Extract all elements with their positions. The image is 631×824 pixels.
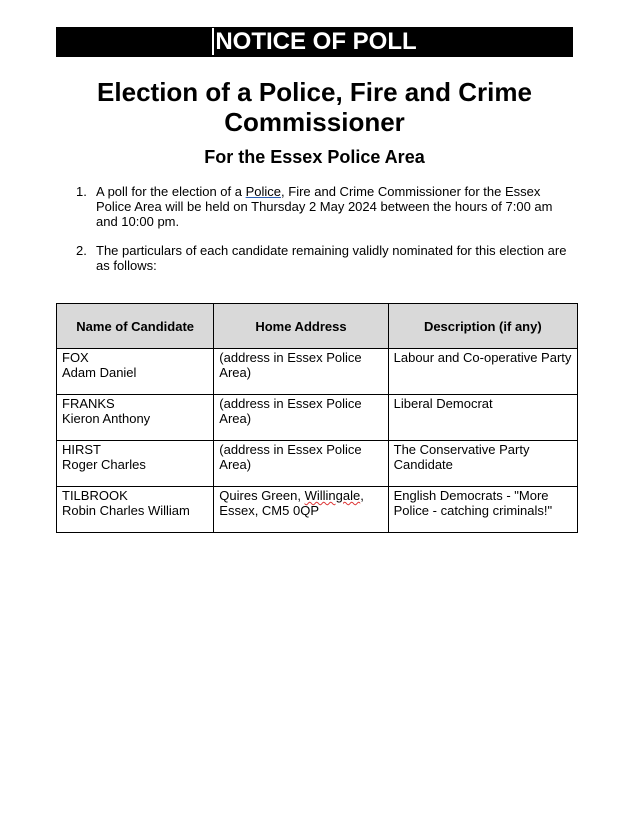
address-line: Essex, CM5 0QP bbox=[219, 503, 319, 518]
address-line: (address in Essex Police bbox=[219, 442, 362, 457]
candidate-address-cell bbox=[214, 441, 388, 487]
candidate-description: Labour and Co-operative Party bbox=[388, 349, 577, 395]
address-line: Area) bbox=[219, 365, 252, 380]
candidate-name-cell bbox=[57, 441, 214, 487]
candidate-address-cell bbox=[214, 487, 388, 533]
header-address: Home Address bbox=[214, 304, 388, 349]
paragraph-underlined-word: Police bbox=[245, 184, 282, 199]
address-line bbox=[219, 488, 382, 503]
paragraph-text: A poll for the election of a bbox=[96, 184, 246, 199]
candidates-table bbox=[56, 303, 578, 533]
candidate-forenames: Adam Daniel bbox=[62, 365, 137, 380]
notice-banner bbox=[56, 27, 573, 57]
address-line: Area) bbox=[219, 457, 252, 472]
candidate-forenames: Robin Charles William bbox=[62, 503, 190, 518]
candidate-name-cell bbox=[57, 395, 214, 441]
table-row bbox=[57, 395, 578, 441]
candidate-address-cell bbox=[214, 395, 388, 441]
address-text: Quires Green, bbox=[219, 488, 305, 503]
table-header-row bbox=[57, 304, 578, 349]
paragraph-text: The particulars of each candidate remaining validly nominated for this election are as follows: bbox=[96, 243, 567, 273]
paragraph-number: 2. bbox=[76, 243, 87, 258]
address-line: Area) bbox=[219, 411, 252, 426]
address-line: (address in Essex Police bbox=[219, 396, 362, 411]
election-subtitle: For the Essex Police Area bbox=[204, 147, 425, 167]
banner-title: NOTICE OF POLL bbox=[212, 28, 416, 55]
spellcheck-underlined-word: Willingale bbox=[304, 488, 361, 503]
candidate-description: English Democrats - "More Police - catching criminals!" bbox=[388, 487, 577, 533]
candidate-forenames: Kieron Anthony bbox=[62, 411, 151, 426]
address-line: (address in Essex Police bbox=[219, 350, 362, 365]
candidate-surname: TILBROOK bbox=[62, 488, 128, 503]
paragraph-text: , Fire and Crime Commissioner for the Essex Police Area will be held on Thursday 2 May 2024 between the hours of 7:00 am and 10:00 pm. bbox=[96, 184, 553, 229]
table-row bbox=[57, 441, 578, 487]
paragraph-number: 1. bbox=[76, 184, 87, 199]
candidate-name-cell bbox=[57, 487, 214, 533]
election-title: Election of a Police, Fire and Crime Commissioner bbox=[97, 77, 532, 137]
header-description: Description (if any) bbox=[388, 304, 577, 349]
candidate-surname: FRANKS bbox=[62, 396, 115, 411]
candidate-address-cell bbox=[214, 349, 388, 395]
notice-paragraphs bbox=[56, 184, 576, 287]
candidate-description: The Conservative Party Candidate bbox=[388, 441, 577, 487]
candidate-surname: FOX bbox=[62, 350, 89, 365]
paragraph-1 bbox=[56, 184, 576, 229]
table-row bbox=[57, 349, 578, 395]
address-text: , bbox=[360, 488, 364, 503]
paragraph-2 bbox=[56, 243, 576, 273]
candidate-name-cell bbox=[57, 349, 214, 395]
candidate-description: Liberal Democrat bbox=[388, 395, 577, 441]
candidate-surname: HIRST bbox=[62, 442, 101, 457]
header-name: Name of Candidate bbox=[57, 304, 214, 349]
table-row bbox=[57, 487, 578, 533]
candidate-forenames: Roger Charles bbox=[62, 457, 146, 472]
